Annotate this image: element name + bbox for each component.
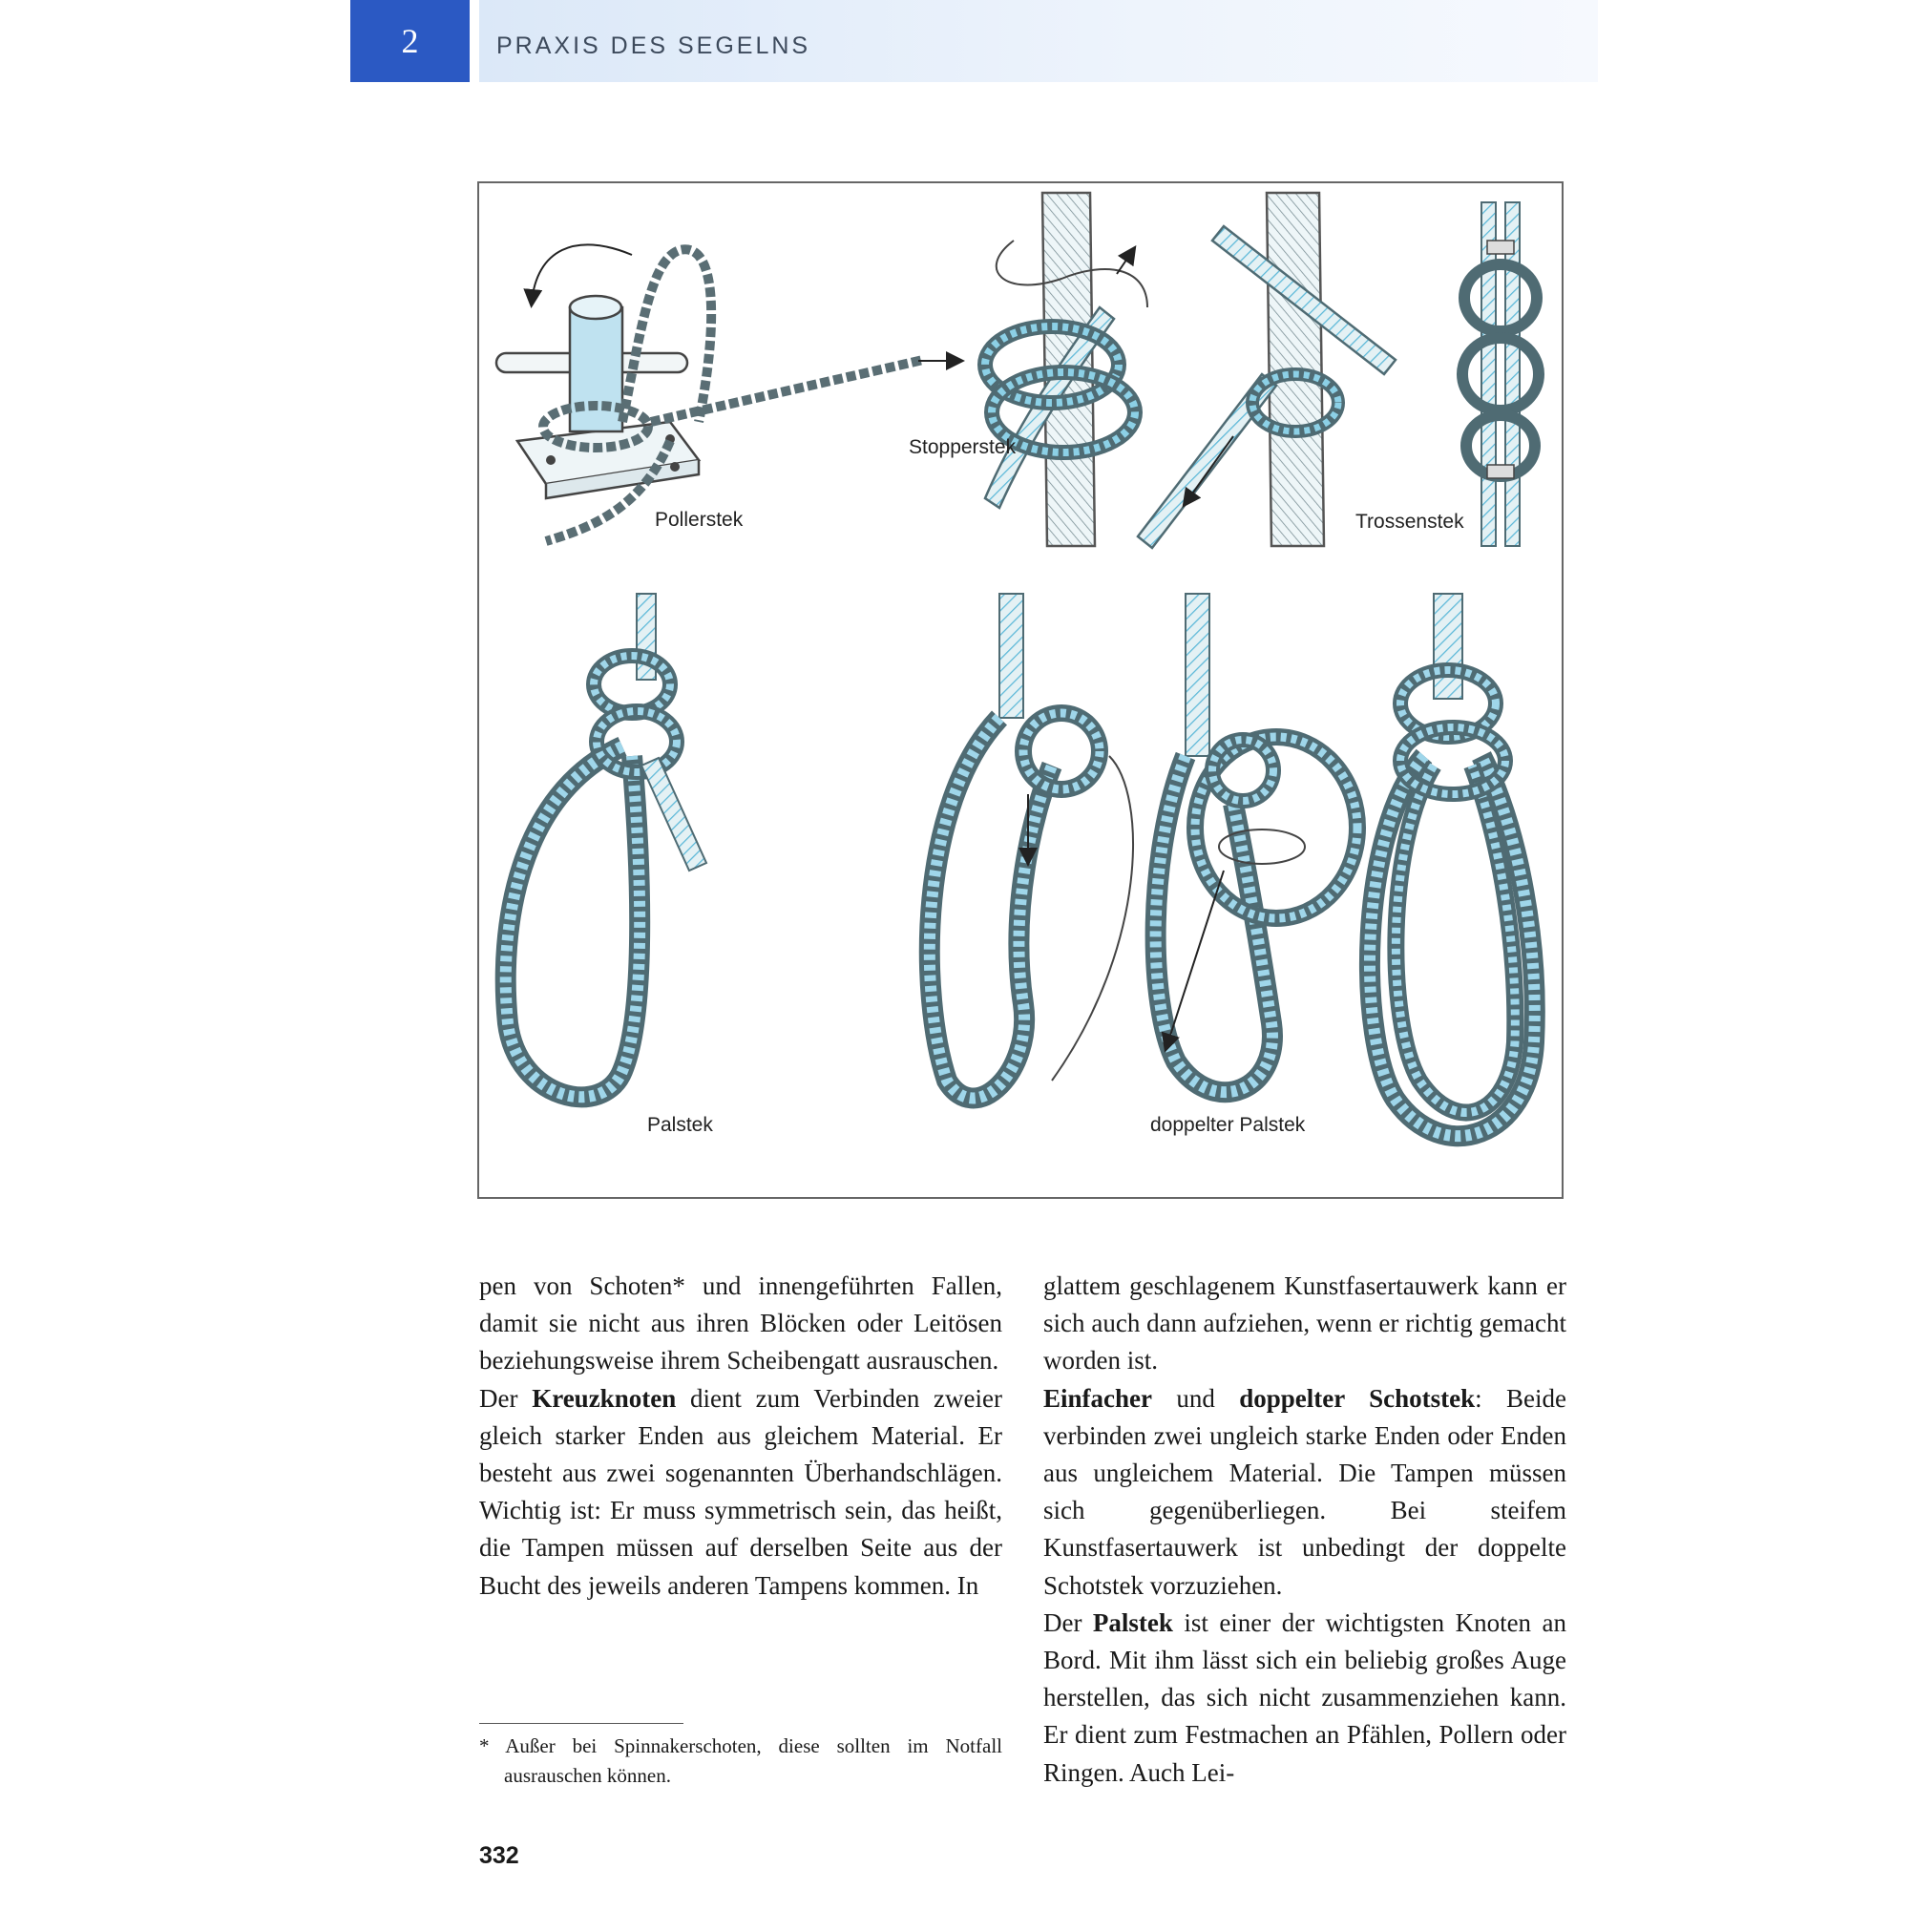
text-column-left	[479, 1268, 1002, 1605]
page-number: 332	[479, 1842, 519, 1869]
label-palstek: Palstek	[647, 1114, 713, 1136]
term-palstek: Palstek	[1092, 1607, 1173, 1637]
trossenstek-drawing	[1462, 202, 1539, 546]
footnote: * Außer bei Spinnakerschoten, diese sollten im Notfall ausrauschen können.	[479, 1734, 1002, 1787]
term-doppelter-schotstek: doppelter Schotstek	[1239, 1383, 1476, 1413]
running-header-title: PRAXIS DES SEGELNS	[496, 32, 811, 59]
chapter-number: 2	[401, 22, 419, 60]
footnote-rule	[479, 1723, 683, 1724]
paragraph-kreuzknoten: Der Kreuzknoten dient zum Verbinden zweier gleich starker Enden aus gleichem Material. Er besteht aus zwei sogenannten Überhandschlägen. Wichtig ist: Er muss symmetrisch sein, das heißt, die Tampen müssen auf derselben Seite aus der Bucht des jeweils anderen Tampens kommen. In	[479, 1383, 1002, 1600]
term-einfacher: Einfacher	[1043, 1383, 1152, 1413]
label-pollerstek: Pollerstek	[655, 509, 744, 531]
paragraph: pen von Schoten* und innengeführten Fallen, damit sie nicht aus ihren Blöcken oder Leitösen beziehungsweise ihrem Scheibengatt ausrauschen.	[479, 1271, 1002, 1376]
chapter-number-box	[350, 0, 470, 82]
doppelter-palstek-step1	[930, 594, 1133, 1098]
label-doppelter-palstek: doppelter Palstek	[1150, 1114, 1306, 1136]
term-kreuzknoten: Kreuzknoten	[532, 1383, 677, 1413]
paragraph: glattem geschlagenem Kunstfasertauwerk kann er sich auch dann aufziehen, wenn er richtig gemacht worden ist.	[1043, 1271, 1566, 1376]
palstek-drawing	[506, 594, 706, 1097]
paragraph-palstek: Der Palstek ist einer der wichtigsten Knoten an Bord. Mit ihm lässt sich ein beliebig großes Auge herstellen, das sich nicht zusammenziehen kann. Er dient zum Festmachen an Pfählen, Pollern oder Ringen. Auch Lei-	[1043, 1607, 1566, 1787]
knots-drawing	[479, 183, 1562, 1197]
text-column-right	[1043, 1268, 1566, 1792]
doppelter-palstek-finished	[1370, 594, 1535, 1136]
knots-illustration	[477, 181, 1564, 1199]
stopperstek-drawing	[985, 193, 1147, 546]
label-stopperstek: Stopperstek	[909, 436, 1017, 458]
paragraph-schotstek: Einfacher und doppelter Schotstek: Beide verbinden zwei ungleich starke Enden oder Enden aus ungleichem Material. Die Tampen müssen sich gegenüberliegen. Bei steifem Kunstfasertauwerk ist unbedingt der doppelte Schotstek vorzuziehen.	[1043, 1383, 1566, 1600]
stopperstek-step-drawing	[1138, 193, 1396, 548]
doppelter-palstek-step2	[1156, 594, 1357, 1092]
pollerstek-drawing	[496, 244, 959, 541]
label-trossenstek: Trossenstek	[1355, 511, 1464, 533]
